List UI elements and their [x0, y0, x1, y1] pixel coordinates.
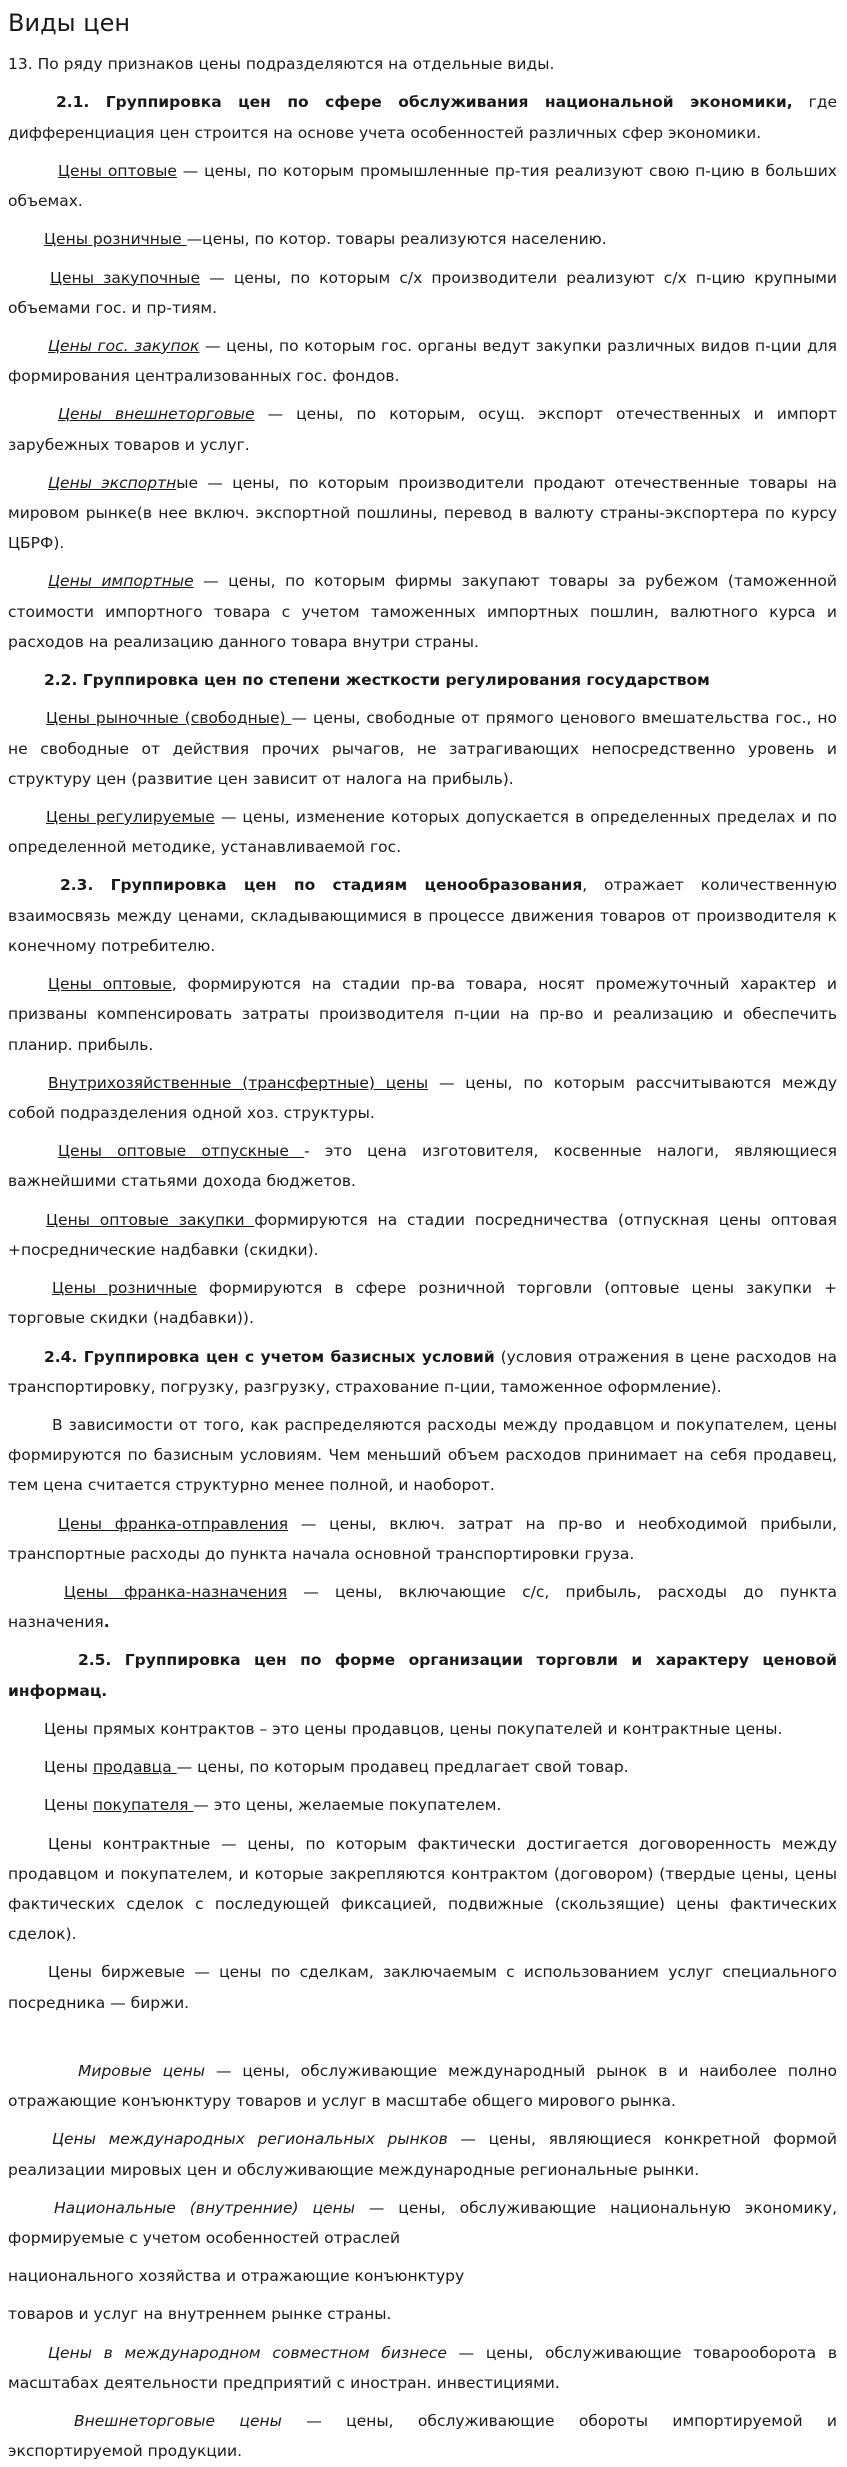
- text-run: — цены, обслуживающие товарооборота в масштабах деятельности предприятий с иностран. инвестициями.: [8, 2343, 837, 2392]
- text-run: (условия отражения в цене расходов на транспортировку, погрузку, разгрузку, страхование п-ции, таможенное оформление).: [8, 1347, 837, 1396]
- text-run: — цены, изменение которых допускается в определенных пределах и по определенной методике, устанавливаемой гос.: [8, 808, 837, 857]
- text-run: 2.5. Группировка цен по форме организации торговли и характеру ценовой информац.: [8, 1651, 837, 1700]
- text-run: — цены, по которым рассчитываются между собой подразделения одной хоз. структуры.: [8, 1073, 837, 1122]
- paragraph: [8, 2124, 837, 2184]
- paragraph: [8, 703, 837, 794]
- text-run: Цены в международном совместном бизнесе: [48, 2343, 447, 2362]
- text-run: — цены, являющиеся конкретной формой реализации мировых цен и обслуживающие международные региональные рынки.: [8, 2130, 837, 2179]
- text-run: 2.4. Группировка цен с учетом базисных условий: [44, 1347, 495, 1366]
- text-run: Цены биржевые — цены по сделкам, заключаемым с использованием услуг специального посредника — биржи.: [8, 1963, 837, 2012]
- text-run: — цены, обслуживающие международный рынок в и наиболее полно отражающие конъюнктуру товаров и услуг в масштабе общего мирового рынка.: [8, 2061, 837, 2111]
- paragraph: [8, 665, 837, 695]
- spacer: [8, 2026, 837, 2056]
- text-run: Цены: [44, 1758, 93, 1777]
- text-run: формируются в сфере розничной торговли (оптовые цены закупки + торговые скидки (надбавки)).: [8, 1279, 837, 1328]
- text-run: — цены, включ. затрат на пр-во и необходимой прибыли, транспортные расходы до пункта начала основной транспортировки груза.: [8, 1514, 837, 1563]
- text-run: национального хозяйства и отражающие конъюнктуру: [8, 2267, 465, 2286]
- text-run: , отражает количественную взаимосвязь между ценами, складывающимися в процессе движения товаров от производителя к конечному потребителю.: [8, 876, 838, 955]
- paragraph: [8, 1136, 837, 1196]
- paragraph: [8, 263, 837, 323]
- paragraph: [8, 2406, 837, 2466]
- paragraph: [8, 1752, 837, 1782]
- text-run: Цены: [44, 1796, 93, 1815]
- paragraph: [8, 2193, 837, 2253]
- text-run: 2.1. Группировка цен по сфере обслуживания национальной экономики,: [56, 93, 793, 112]
- text-run: Цены рыночные (свободные): [46, 709, 292, 728]
- text-run: Цены оптовые закупки: [46, 1210, 255, 1229]
- text-run: .: [103, 1613, 110, 1632]
- paragraph: [8, 156, 837, 216]
- text-run: Цены оптовые: [48, 975, 172, 994]
- text-run: ые — цены, по которым производители продают отечественные товары на мировом рынке(в нее включ. экспортной пошлины, перевод в валюту страны-экспортера по курсу ЦБРФ).: [8, 473, 837, 553]
- paragraph: [8, 399, 837, 459]
- text-run: Цены импортные: [48, 572, 194, 591]
- text-run: — цены, по которым с/х производители реализуют с/х п-цию крупными объемами гос. и пр-тиям.: [8, 268, 837, 317]
- text-run: где дифференциация цен строится на основе учета особенностей различных сфер экономики.: [8, 93, 837, 142]
- text-run: Цены оптовые: [58, 161, 177, 180]
- paragraph: [8, 2338, 837, 2398]
- paragraph: [8, 870, 837, 961]
- paragraph: [8, 1829, 837, 1950]
- text-run: — цены, по которым гос. органы ведут закупки различных видов п-ции для формирования централизованных гос. фондов.: [8, 336, 837, 386]
- paragraph: [8, 969, 837, 1060]
- paragraph: [8, 1342, 837, 1402]
- paragraph: [8, 331, 837, 391]
- text-run: Цены внешнеторговые: [58, 405, 255, 424]
- text-run: Цены франка-отправления: [58, 1514, 289, 1533]
- text-run: В зависимости от того, как распределяются расходы между продавцом и покупателем, цены формируются по базисным условиям. Чем меньший объем расходов принимает на себя продавец, тем цена считается структурно менее полной, и наоборот.: [8, 1415, 837, 1495]
- text-run: Внешнеторговые цены: [74, 2412, 282, 2431]
- text-run: Цены оптовые отпускные: [58, 1142, 305, 1161]
- text-run: Цены закупочные: [50, 268, 201, 287]
- text-run: — цены, по которым фирмы закупают товары за рубежом (таможенной стоимости импортного товара с учетом таможенных импортных пошлин, валютного курса и расходов на реализацию данного товара внутри страны.: [8, 572, 837, 651]
- text-run: — это цены, желаемые покупателем.: [193, 1796, 502, 1815]
- text-run: формируются на стадии посредничества (отпускная цены оптовая +посреднические надбавки (скидки).: [8, 1210, 837, 1259]
- text-run: — цены, обслуживающие национальную экономику, формируемые с учетом особенностей отраслей: [8, 2198, 837, 2247]
- text-run: 13. По ряду признаков цены подразделяются на отдельные виды.: [8, 55, 555, 74]
- text-run: , формируются на стадии пр-ва товара, носят промежуточный характер и призваны компенсировать затраты производителя п-ции на пр-во и реализацию и обеспечить планир. прибыль.: [8, 975, 837, 1054]
- text-run: Цены прямых контрактов – это цены продавцов, цены покупателей и контрактные цены.: [44, 1719, 783, 1738]
- paragraph: [8, 1577, 837, 1637]
- paragraph: [8, 1790, 837, 1820]
- paragraph: [8, 1205, 837, 1265]
- text-run: Цены гос. закупок: [48, 336, 200, 355]
- text-run: товаров и услуг на внутреннем рынке страны.: [8, 2305, 392, 2324]
- text-run: Цены регулируемые: [46, 808, 215, 826]
- text-run: Цены розничные: [44, 230, 187, 249]
- paragraph: [8, 224, 837, 254]
- text-run: Цены франка-назначения: [64, 1583, 288, 1602]
- text-run: — цены, свободные от прямого ценового вмешательства гос., но не свободные от действия прочих рычагов, не затрагивающих непосредственно уровень и структуру цен (развитие цен зависит от налога на прибыль).: [8, 709, 837, 788]
- text-run: Мировые цены: [78, 2061, 206, 2080]
- text-run: 2.2. Группировка цен по степени жесткости регулирования государством: [44, 671, 710, 690]
- paragraph: [8, 468, 837, 559]
- text-run: покупателя: [92, 1796, 194, 1815]
- text-run: —цены, по котор. товары реализуются населению.: [186, 230, 607, 249]
- text-run: — цены, обслуживающие обороты импортируемой и экспортируемой продукции.: [8, 2412, 837, 2461]
- text-run: Цены международных региональных рынков: [52, 2130, 448, 2149]
- paragraph: [8, 49, 837, 79]
- paragraph: [8, 1645, 837, 1705]
- text-run: Цены экспортн: [48, 473, 177, 492]
- text-run: — цены, по которым промышленные пр-тия реализуют свою п-цию в больших объемах.: [8, 161, 837, 211]
- paragraph: [8, 1410, 837, 1501]
- text-run: Цены контрактные — цены, по которым фактически достигается договоренность между продавцом и покупателем, и которые закрепляются контрактом (договором) (твердые цены, цены фактических сделок с последующей фиксацией, подвижные (скользящие) цены фактических сделок).: [8, 1834, 837, 1944]
- paragraph: [8, 2056, 837, 2116]
- text-run: — цены, включающие с/с, прибыль, расходы до пункта назначения: [8, 1583, 837, 1632]
- paragraph: [8, 1509, 837, 1569]
- paragraph: [8, 802, 837, 862]
- paragraph: [8, 2261, 837, 2291]
- text-run: — цены, по которым, осущ. экспорт отечественных и импорт зарубежных товаров и услуг.: [8, 405, 837, 454]
- document: [0, 8, 847, 2467]
- paragraph: [8, 87, 837, 147]
- text-run: Цены розничные: [52, 1279, 197, 1298]
- page-title: Виды цен: [8, 9, 131, 37]
- paragraph: [8, 1714, 837, 1744]
- text-run: — цены, по которым продавец предлагает свой товар.: [176, 1758, 629, 1777]
- paragraph: [8, 1957, 837, 2017]
- document-body: [8, 49, 837, 2466]
- paragraph: [8, 2299, 837, 2329]
- text-run: 2.3. Группировка цен по стадиям ценообразования: [60, 876, 583, 895]
- paragraph: [8, 1273, 837, 1333]
- text-run: Национальные (внутренние) цены: [54, 2198, 355, 2217]
- paragraph: [8, 1068, 837, 1128]
- paragraph: [8, 566, 837, 657]
- text-run: - это цена изготовителя, косвенные налоги, являющиеся важнейшими статьями дохода бюджетов.: [8, 1142, 837, 1191]
- text-run: продавца: [92, 1758, 177, 1777]
- text-run: Внутрихозяйственные (трансфертные) цены: [48, 1073, 429, 1092]
